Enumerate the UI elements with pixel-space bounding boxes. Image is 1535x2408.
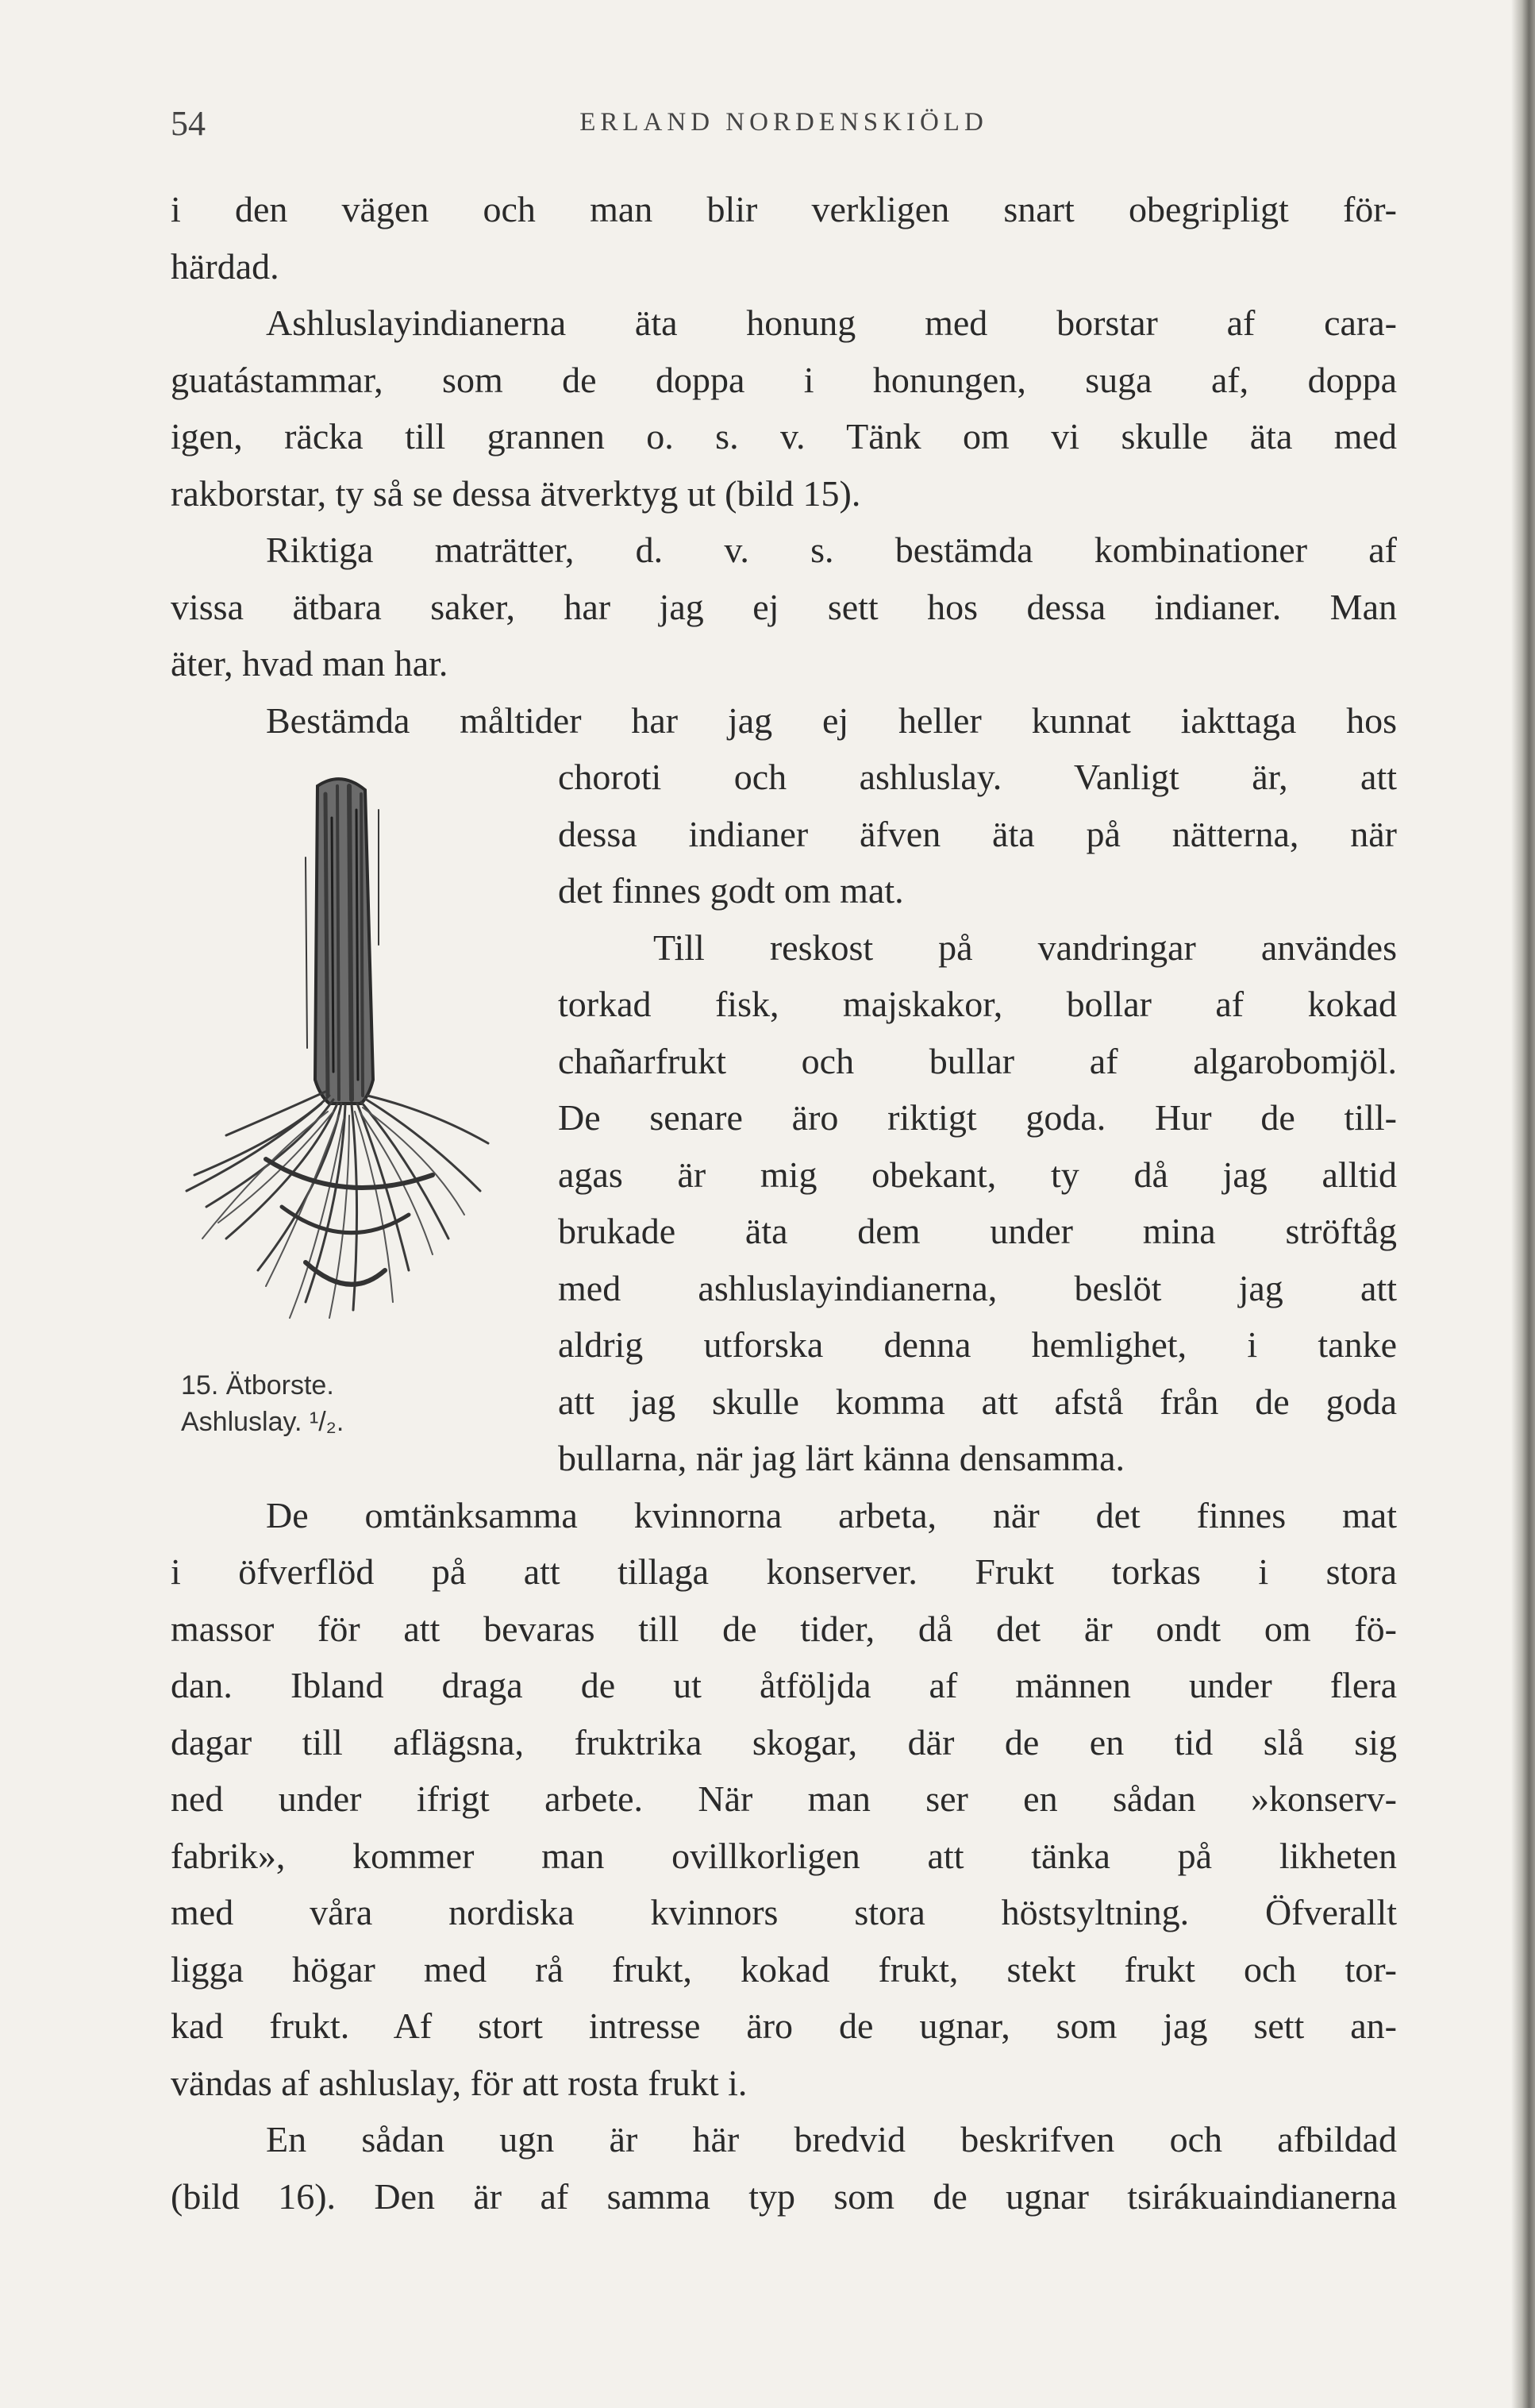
text-line: dessa indianer äfven äta på nätterna, när: [558, 813, 1397, 854]
running-head: ERLAND NORDENSKIÖLD: [579, 108, 988, 137]
text-line: aldrig utforska denna hemlighet, i tanke: [558, 1324, 1397, 1365]
text-line: bullarna, när jag lärt känna densamma.: [558, 1438, 1125, 1478]
text-line: igen, räcka till grannen o. s. v. Tänk om vi skulle äta med: [171, 416, 1397, 457]
page-edge: [1511, 0, 1535, 2408]
text-line: De omtänksamma kvinnorna arbeta, när det finnes mat: [266, 1494, 1397, 1535]
text-line: i den vägen och man blir verkligen snart obegripligt för-: [171, 189, 1397, 229]
text-line: torkad fisk, majskakor, bollar af kokad: [558, 984, 1397, 1024]
text-line: fabrik», kommer man ovillkorligen att tänka på likheten: [171, 1835, 1397, 1876]
caption-line-1: 15. Ätborste.: [181, 1370, 334, 1400]
text-line: vändas af ashluslay, för att rosta frukt i.: [171, 2062, 748, 2103]
text-line: dagar till aflägsna, fruktrika skogar, där de en tid slå sig: [171, 1721, 1397, 1763]
text-line: att jag skulle komma att afstå från de goda: [558, 1381, 1397, 1422]
text-line: (bild 16). Den är af samma typ som de ugnar tsirákuaindianerna: [171, 2175, 1397, 2217]
text-line: ned under ifrigt arbete. När man ser en sådan »konserv-: [171, 1778, 1397, 1819]
text-line: äter, hvad man har.: [171, 643, 448, 684]
body-text: [171, 181, 1397, 2225]
text-line: i öfverflöd på att tillaga konserver. Frukt torkas i stora: [171, 1551, 1397, 1592]
text-line: vissa ätbara saker, har jag ej sett hos dessa indianer. Man: [171, 586, 1397, 627]
text-line: ligga högar med rå frukt, kokad frukt, stekt frukt och tor-: [171, 1948, 1397, 1990]
text-line: agas är mig obekant, ty då jag alltid: [558, 1154, 1397, 1195]
text-line: guatástammar, som de doppa i honungen, suga af, doppa: [171, 359, 1397, 400]
page-number: 54: [171, 104, 206, 143]
text-line: med ashluslayindianerna, beslöt jag att: [558, 1267, 1397, 1308]
text-line: En sådan ugn är här bredvid beskrifven och afbildad: [266, 2119, 1397, 2159]
text-line: brukade äta dem under mina ströftåg: [558, 1211, 1397, 1251]
caption-line-2: Ashluslay. ¹/₂.: [181, 1407, 344, 1437]
text-line: chañarfrukt och bullar af algarobomjöl.: [558, 1040, 1397, 1081]
text-line: massor för att bevaras till de tider, då det är ondt om fö-: [171, 1608, 1397, 1649]
text-line: Bestämda måltider har jag ej heller kunnat iakttaga hos: [266, 699, 1397, 741]
text-line: rakborstar, ty så se dessa ätverktyg ut (bild 15).: [171, 472, 861, 514]
text-line: Ashluslayindianerna äta honung med borstar af cara-: [266, 302, 1397, 343]
text-line: härdad.: [171, 245, 279, 287]
text-line: dan. Ibland draga de ut åtföljda af männen under flera: [171, 1665, 1397, 1705]
text-line: choroti och ashluslay. Vanligt är, att: [558, 757, 1397, 797]
text-line: Till reskost på vandringar användes: [653, 927, 1397, 968]
text-line: kad frukt. Af stort intresse äro de ugnar, som jag sett an-: [171, 2005, 1397, 2046]
text-line: Riktiga maträtter, d. v. s. bestämda kombinationer af: [266, 530, 1397, 570]
text-line: det finnes godt om mat.: [558, 870, 904, 911]
text-line: med våra nordiska kvinnors stora höstsyltning. Öfverallt: [171, 1892, 1397, 1932]
text-line: De senare äro riktigt goda. Hur de till-: [558, 1097, 1397, 1138]
page-header: [171, 103, 1397, 151]
